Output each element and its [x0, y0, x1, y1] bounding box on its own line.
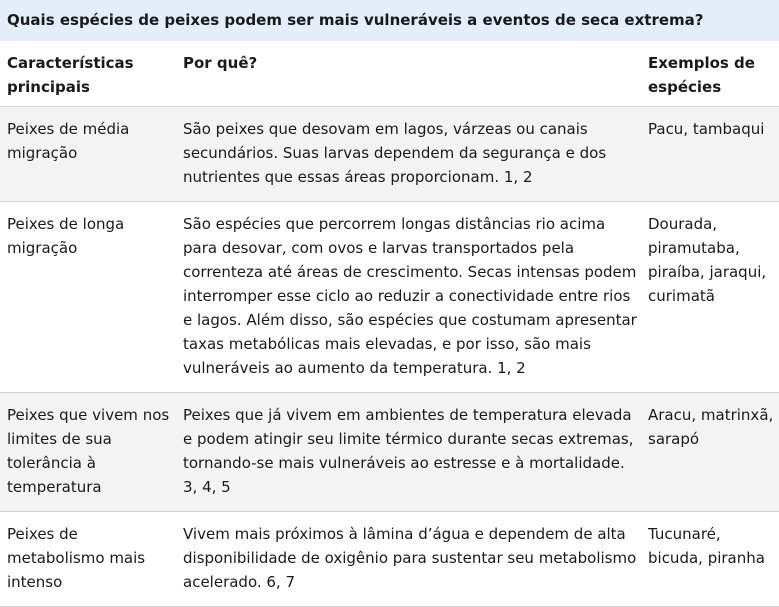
reason-cell: Peixes que já vivem em ambientes de temperatura elevada e podem atingir seu limite térmico durante secas extremas, tornando-se mais vulneráveis ao estresse e à mortalidade. 3, 4, 5: [183, 405, 634, 496]
column-header-characteristics: Características principais: [0, 41, 176, 106]
examples-cell: Tucunaré, bicuda, piranha: [648, 524, 765, 567]
table-title: Quais espécies de peixes podem ser mais vulneráveis a eventos de seca extrema?: [0, 0, 779, 41]
reason-cell: Vivem mais próximos à lâmina d’água e dependem de alta disponibilidade de oxigênio para sustentar seu metabolismo acelerado. 6, 7: [183, 524, 637, 591]
column-header-reason: Por quê?: [176, 41, 641, 106]
table-row: [0, 392, 779, 511]
reason-cell: São espécies que percorrem longas distâncias rio acima para desovar, com ovos e larvas transportados pela correnteza até áreas de crescimento. Secas intensas podem interromper esse ciclo ao reduzir a conectividade entre rios e lagos. Além disso, são espécies que costumam apresentar taxas metabólicas mais elevadas, e por isso, são mais vulneráveis ao aumento da temperatura. 1, 2: [183, 214, 637, 377]
table-row: [0, 106, 779, 201]
species-table: [0, 41, 779, 607]
table-row: [0, 511, 779, 606]
characteristic-cell: Peixes de metabolismo mais intenso: [7, 524, 146, 591]
reason-cell: São peixes que desovam em lagos, várzeas ou canais secundários. Suas larvas dependem da segurança e dos nutrientes que essas áreas proporcionam. 1, 2: [183, 119, 607, 186]
table-header-row: [0, 41, 779, 106]
characteristic-cell: Peixes que vivem nos limites de sua tolerância à temperatura: [7, 405, 170, 496]
column-header-examples: Exemplos de espécies: [641, 41, 779, 106]
characteristic-cell: Peixes de longa migração: [7, 214, 125, 257]
characteristic-cell: Peixes de média migração: [7, 119, 130, 162]
examples-cell: Pacu, tambaqui: [648, 119, 765, 138]
examples-cell: Aracu, matrinxã, sarapó: [648, 405, 774, 448]
examples-cell: Dourada, piramutaba, piraíba, jaraqui, curimatã: [648, 214, 767, 305]
table-row: [0, 201, 779, 392]
